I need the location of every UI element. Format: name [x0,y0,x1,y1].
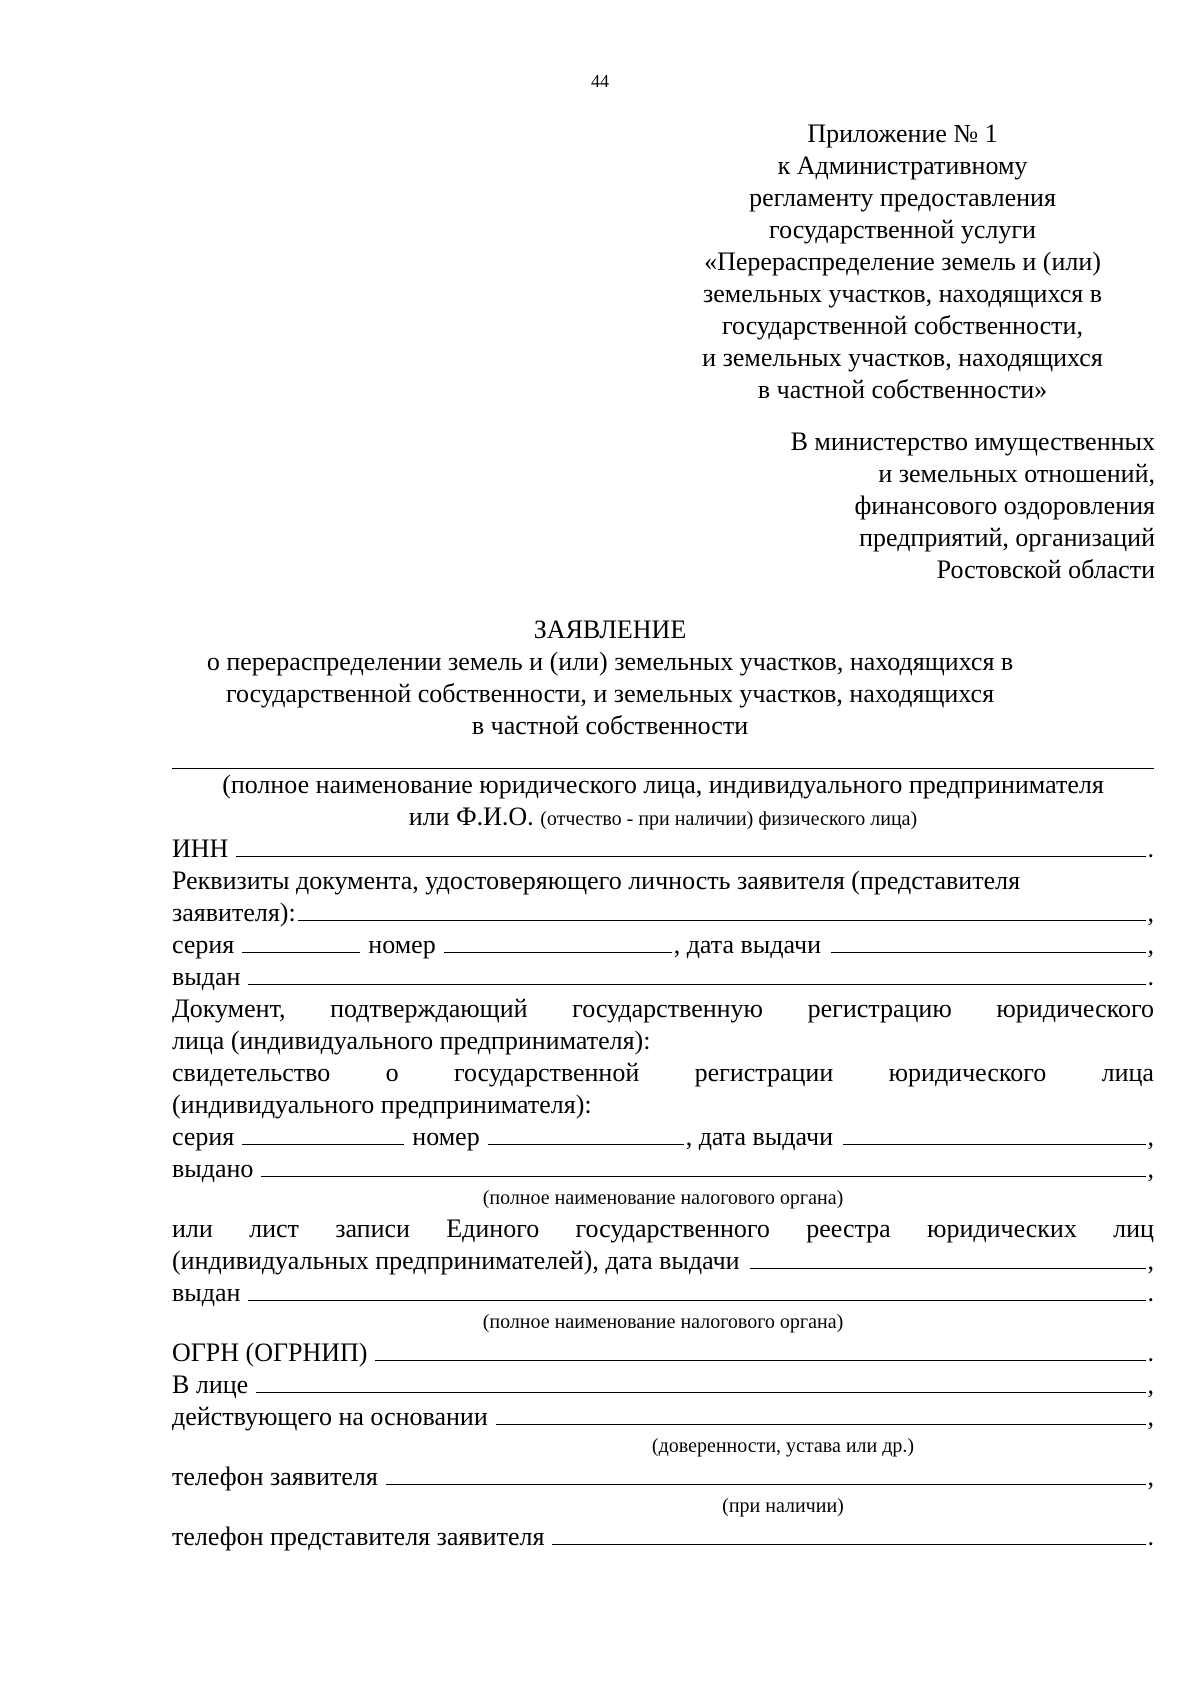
reg-doc-word: Документ, [172,994,286,1023]
punctuation: , [1147,1462,1154,1491]
punctuation: , [1147,1122,1154,1151]
tax-authority-caption: (полное наименование налогового органа) [482,1187,844,1209]
id-issue-date-field[interactable] [831,930,1146,953]
tax-authority-caption: (полное наименование налогового органа) [482,1311,844,1333]
application-form [172,760,1154,1553]
id-doc-label: Реквизиты документа, удостоверяющего личность заявителя (представителя [172,866,1021,895]
certificate-label-2: (индивидуального предпринимателя): [172,1090,592,1119]
appendix-line: «Перераспределение земель и (или) [704,247,1101,276]
punctuation: , [1147,898,1154,927]
id-number-field[interactable] [444,930,672,953]
egrul-row [172,1213,1154,1245]
reg-doc-word: подтверждающий [330,994,528,1023]
document-subtitle-line: государственной собственности, и земельных участков, находящихся [225,679,995,708]
egrul-issue-date-field[interactable] [750,1246,1146,1269]
appendix-line: государственной услуги [769,215,1036,244]
number-label: номер [368,930,436,959]
rep-phone-field[interactable] [552,1522,1145,1545]
addressee-block [650,426,1155,586]
punctuation: . [1147,1522,1154,1551]
egrul-word: государственного [575,1214,770,1243]
addressee-line: Ростовской области [936,555,1155,584]
applicant-caption-fio: или Ф.И.О. [408,802,534,831]
id-doc-field[interactable] [298,898,1146,921]
reg-doc-word: юридического [996,994,1154,1023]
rep-phone-label: телефон представителя заявителя [172,1522,545,1551]
appendix-line: государственной собственности, [722,311,1083,340]
applicant-name-field[interactable] [172,760,1154,769]
cert-issue-date-field[interactable] [843,1122,1146,1145]
reg-doc-label-2: лица (индивидуального предпринимателя): [172,1026,651,1055]
applicant-caption-2 [172,801,1154,833]
cert-series-row [172,1121,1154,1153]
cert-series-field[interactable] [242,1122,404,1145]
punctuation: . [1147,962,1154,991]
cert-issued-by-field[interactable] [261,1154,1145,1177]
cert-number-field[interactable] [488,1122,684,1145]
phone-caption: (при наличии) [722,1495,844,1517]
certificate-row [172,1057,1154,1089]
punctuation: , [1147,1370,1154,1399]
ogrn-label: ОГРН (ОГРНИП) [172,1338,368,1367]
appendix-line: в частной собственности» [757,375,1048,404]
ogrn-field[interactable] [375,1338,1145,1361]
addressee-line: В министерство имущественных [790,427,1155,456]
basis-field[interactable] [496,1402,1146,1425]
egrul-row-2 [172,1245,1154,1277]
applicant-caption: (полное наименование юридического лица, индивидуального предпринимателя [222,770,1104,799]
certificate-word: юридического [888,1058,1047,1087]
id-doc-row [172,865,1154,897]
punctuation: , [1147,1154,1154,1183]
rep-phone-row [172,1521,1154,1553]
applicant-caption-note: (отчество - при наличии) физического лица) [540,808,918,830]
appendix-line: регламенту предоставления [749,183,1056,212]
egrul-issued-row [172,1277,1154,1309]
certificate-word: регистрации [694,1058,834,1087]
punctuation: . [1147,834,1154,863]
document-subtitle-line: в частной собственности [471,711,749,740]
id-doc-row-2 [172,897,1154,929]
issue-date-label: , дата выдачи [685,1122,833,1151]
id-series-row [172,929,1154,961]
id-issued-row [172,961,1154,993]
punctuation: . [1147,1278,1154,1307]
appendix-line: и земельных участков, находящихся [702,343,1103,372]
page-number: 44 [591,71,609,91]
egrul-issued-by-field[interactable] [248,1278,1145,1301]
document-subtitle-line: о перераспределении земель и (или) земельных участков, находящихся в [206,647,1014,676]
reg-doc-row-2 [172,1025,1154,1057]
reg-doc-word: регистрацию [807,994,952,1023]
egrul-word: или [172,1214,213,1243]
certificate-word: о [385,1058,399,1087]
basis-caption: (доверенности, устава или др.) [651,1435,915,1457]
person-field[interactable] [256,1370,1145,1393]
id-doc-label-2: заявителя): [172,898,296,927]
punctuation: , [1147,1246,1154,1275]
egrul-word: реестра [806,1214,891,1243]
egrul-word: записи [335,1214,410,1243]
phone-field[interactable] [386,1462,1146,1485]
appendix-line: земельных участков, находящихся в [703,279,1102,308]
reg-doc-word: государственную [572,994,763,1023]
appendix-line: Приложение № 1 [807,119,998,148]
issued-label: выдано [172,1154,254,1183]
addressee-line: и земельных отношений, [878,459,1155,488]
phone-row [172,1461,1154,1493]
egrul-word: Единого [446,1214,540,1243]
inn-label: ИНН [172,834,229,863]
certificate-row-2 [172,1089,1154,1121]
certificate-word: государственной [453,1058,640,1087]
reg-doc-row [172,993,1154,1025]
inn-field[interactable] [236,834,1145,857]
issued-by-label: выдан [172,962,241,991]
egrul-word: лист [249,1214,299,1243]
person-row [172,1369,1154,1401]
id-series-field[interactable] [242,930,360,953]
number-label: номер [412,1122,480,1151]
punctuation: , [1147,1402,1154,1431]
egrul-word: лиц [1113,1214,1154,1243]
person-label: В лице [172,1370,249,1399]
basis-label: действующего на основании [172,1402,488,1431]
ogrn-row [172,1337,1154,1369]
issue-date-label: , дата выдачи [673,930,821,959]
addressee-line: предприятий, организаций [859,523,1155,552]
series-label: серия [172,1122,235,1151]
series-label: серия [172,930,235,959]
certificate-word: свидетельство [172,1058,331,1087]
document-title-block [170,614,1050,742]
cert-issued-row [172,1153,1154,1185]
basis-row [172,1401,1154,1433]
appendix-block [650,118,1155,406]
appendix-line: к Административному [777,151,1028,180]
phone-label: телефон заявителя [172,1462,378,1491]
document-heading: ЗАЯВЛЕНИЕ [533,615,687,644]
id-issued-by-field[interactable] [248,962,1145,985]
punctuation: . [1147,1338,1154,1367]
addressee-line: финансового оздоровления [854,491,1155,520]
egrul-date-label: (индивидуальных предпринимателей), дата выдачи [172,1246,740,1275]
punctuation: , [1147,930,1154,959]
inn-row [172,833,1154,865]
certificate-word: лица [1101,1058,1154,1087]
issued-by-label: выдан [172,1278,241,1307]
egrul-word: юридических [927,1214,1077,1243]
